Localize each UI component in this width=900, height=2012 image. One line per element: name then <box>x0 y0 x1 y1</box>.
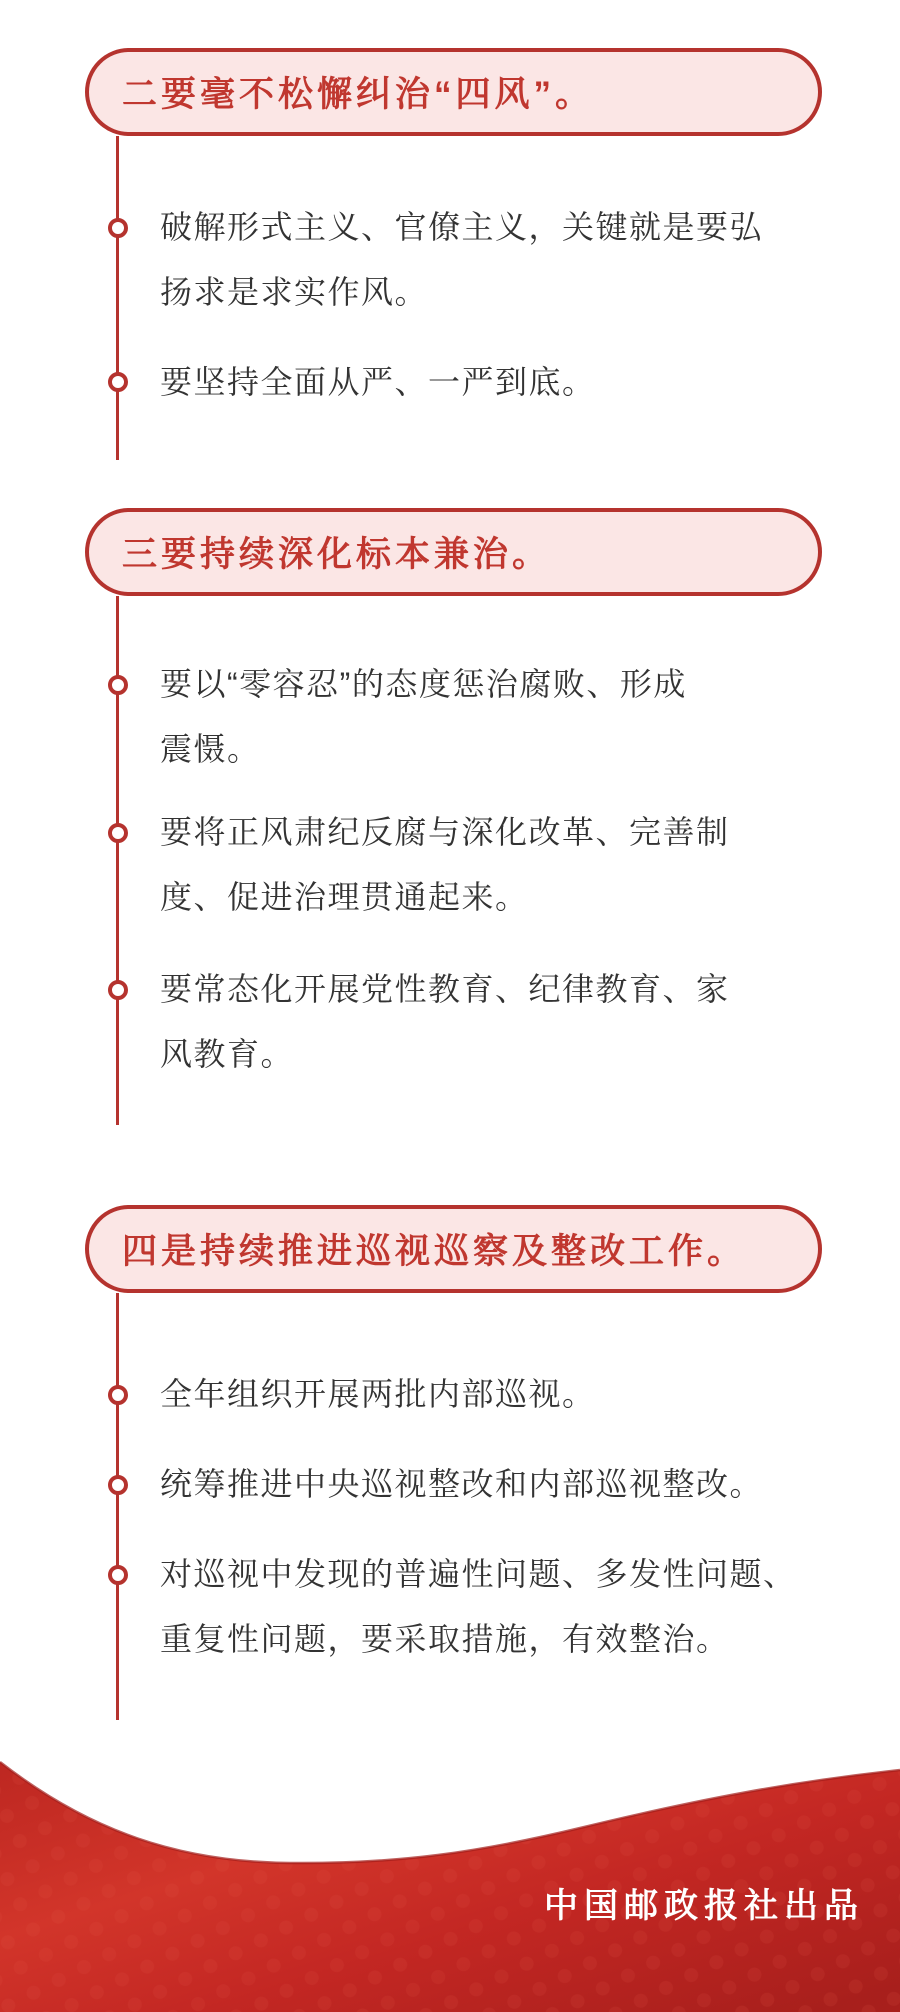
bullet-circle <box>108 980 128 1000</box>
bullet-line: 要以“零容忍”的态度惩治腐败、形成 <box>160 666 687 702</box>
section-3-timeline-line <box>116 1293 119 1720</box>
bullet-circle <box>108 218 128 238</box>
bullet-line: 统筹推进中央巡视整改和内部巡视整改。 <box>160 1466 764 1502</box>
bullet-item <box>160 800 860 930</box>
bullet-item <box>160 195 860 325</box>
bullet-item <box>160 652 860 782</box>
bullet-circle <box>108 1385 128 1405</box>
bullet-line: 重复性问题，要采取措施，有效整治。 <box>160 1621 730 1657</box>
section-3-title: 四是持续推进巡视巡察及整改工作。 <box>122 1232 747 1271</box>
bullet-circle <box>108 823 128 843</box>
section-2-title: 三要持续深化标本兼治。 <box>122 535 552 574</box>
bullet-item <box>160 1362 860 1427</box>
bullet-item <box>160 957 860 1087</box>
bullet-item <box>160 1542 860 1672</box>
bullet-circle <box>108 372 128 392</box>
footer-wave <box>0 1740 900 2012</box>
bullet-circle <box>108 675 128 695</box>
section-3-pill <box>85 1205 822 1293</box>
bullet-line: 风教育。 <box>160 1036 295 1072</box>
bullet-line: 破解形式主义、官僚主义，关键就是要弘 <box>160 209 764 245</box>
bullet-item <box>160 350 860 415</box>
bullet-circle <box>108 1565 128 1585</box>
bullet-line: 扬求是求实作风。 <box>160 274 429 310</box>
bullet-line: 震慑。 <box>160 731 261 767</box>
bullet-line: 对巡视中发现的普遍性问题、多发性问题、 <box>160 1556 797 1592</box>
section-2-pill <box>85 508 822 596</box>
section-1-title: 二要毫不松懈纠治“四风”。 <box>122 75 595 114</box>
bullet-line: 要坚持全面从严、一严到底。 <box>160 364 596 400</box>
footer-wave-graphic <box>0 1740 900 2012</box>
bullet-line: 度、促进治理贯通起来。 <box>160 879 529 915</box>
bullet-line: 要将正风肃纪反腐与深化改革、完善制 <box>160 814 730 850</box>
bullet-line: 要常态化开展党性教育、纪律教育、家 <box>160 971 730 1007</box>
section-1-timeline-line <box>116 136 119 460</box>
bullet-item <box>160 1452 860 1517</box>
bullet-circle <box>108 1475 128 1495</box>
section-1-pill <box>85 48 822 136</box>
bullet-line: 全年组织开展两批内部巡视。 <box>160 1376 596 1412</box>
credit-text: 中国邮政报社出品 <box>544 1887 864 1925</box>
